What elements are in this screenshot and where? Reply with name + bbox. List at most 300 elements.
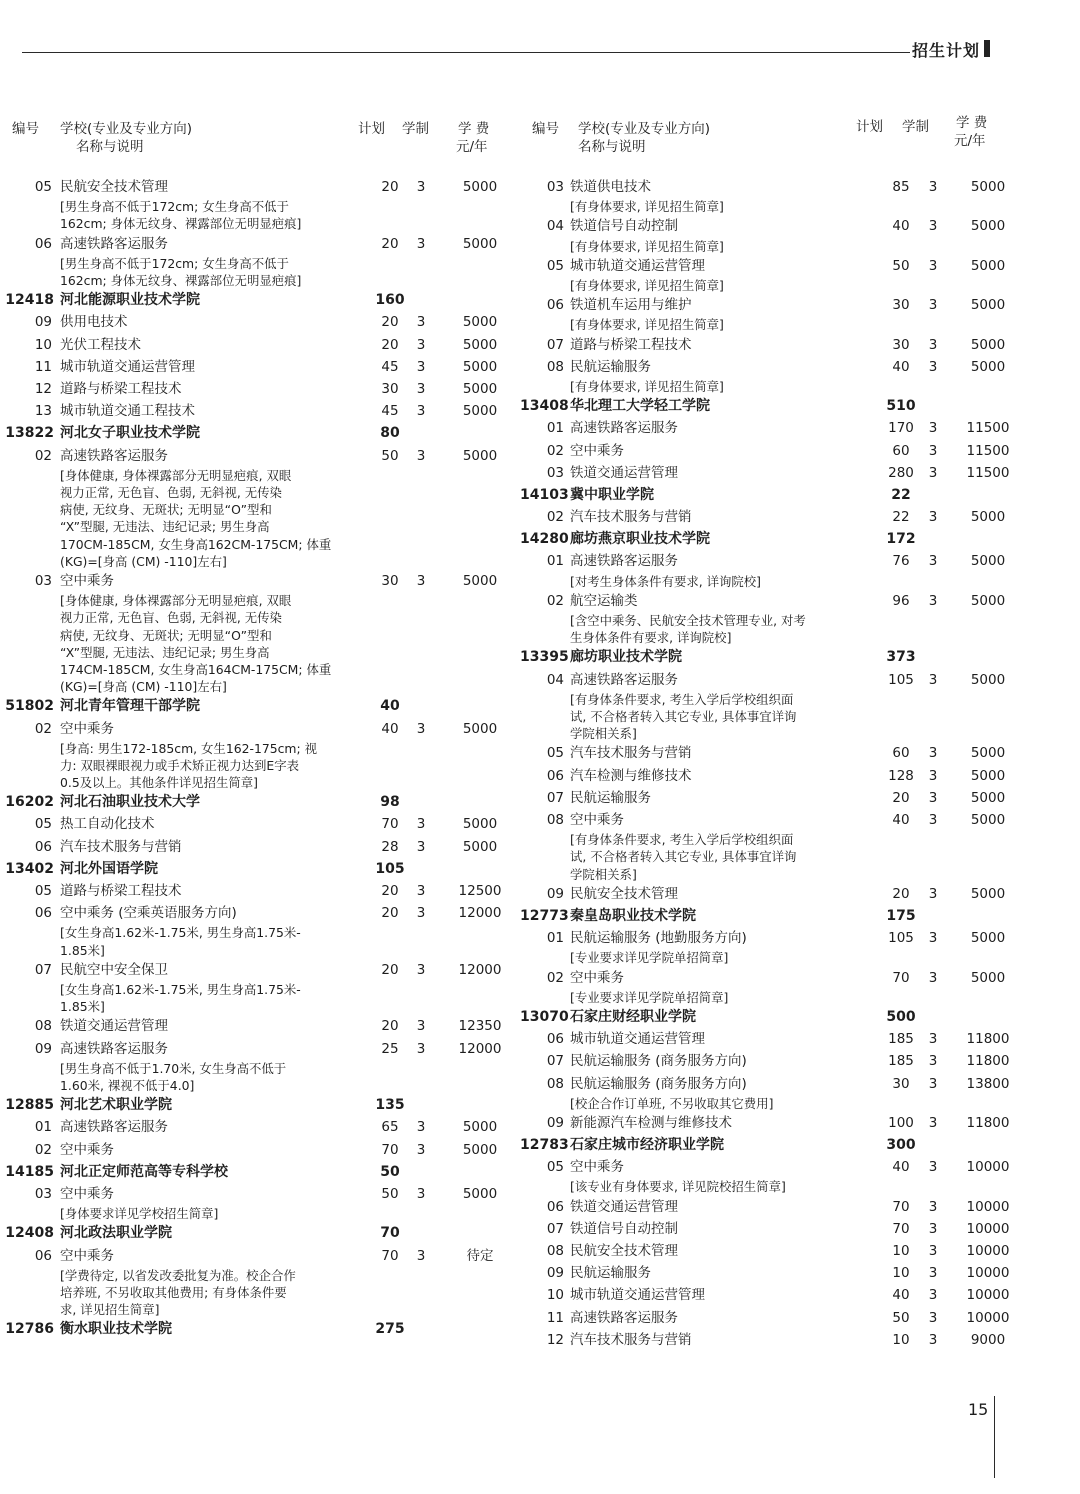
major-length: 3 bbox=[928, 1159, 938, 1176]
school-plan-total: 160 bbox=[375, 292, 405, 309]
major-fee: 5000 bbox=[970, 811, 1006, 828]
major-fee: 5000 bbox=[970, 671, 1006, 688]
school-plan-total: 22 bbox=[891, 486, 911, 503]
major-length: 3 bbox=[416, 336, 426, 353]
major-length: 3 bbox=[928, 789, 938, 806]
major-name: 空中乘务 bbox=[60, 1185, 114, 1202]
major-row bbox=[520, 765, 1060, 787]
major-length: 3 bbox=[416, 403, 426, 420]
major-name: 高速铁路客运服务 bbox=[60, 235, 168, 252]
major-length: 3 bbox=[416, 314, 426, 331]
major-length: 3 bbox=[928, 1053, 938, 1070]
major-length: 3 bbox=[416, 720, 426, 737]
major-code: 09 bbox=[546, 1114, 564, 1131]
major-row bbox=[520, 1156, 1060, 1178]
note-line: “X”型腿, 无违法、违纪记录; 男生身高 bbox=[60, 644, 270, 660]
major-name: 空中乘务 bbox=[60, 572, 114, 589]
major-name: 汽车技术服务与营销 bbox=[570, 1331, 692, 1348]
note-line: 视力正常, 无色盲、色弱, 无斜视, 无传染 bbox=[60, 610, 282, 626]
major-fee: 5000 bbox=[970, 745, 1006, 762]
major-row bbox=[0, 1183, 520, 1205]
major-name: 民航安全技术管理 bbox=[60, 179, 168, 195]
major-code: 05 bbox=[546, 1159, 564, 1176]
major-plan: 45 bbox=[381, 358, 399, 375]
note-line: 试, 不合格者转入其它专业, 具体事宜详询 bbox=[570, 849, 797, 865]
note-line: [该专业有身体要求, 详见院校招生简章] bbox=[570, 1179, 786, 1195]
major-fee: 5000 bbox=[970, 553, 1006, 570]
major-name: 空中乘务 bbox=[570, 1159, 624, 1176]
major-length: 3 bbox=[416, 1247, 426, 1264]
major-plan: 20 bbox=[381, 235, 399, 252]
major-plan: 40 bbox=[892, 811, 910, 828]
school-row bbox=[0, 791, 520, 813]
major-fee: 10000 bbox=[966, 1243, 1010, 1260]
major-row bbox=[0, 959, 520, 981]
major-fee: 5000 bbox=[970, 885, 1006, 902]
col-plan-label: 计划 bbox=[358, 121, 385, 137]
major-name: 民航运输服务 bbox=[570, 1265, 651, 1282]
major-fee: 5000 bbox=[970, 358, 1006, 375]
major-length: 3 bbox=[416, 961, 426, 978]
major-length: 3 bbox=[928, 1309, 938, 1326]
major-code: 09 bbox=[546, 885, 564, 902]
major-code: 01 bbox=[546, 930, 564, 947]
major-plan: 128 bbox=[888, 767, 914, 784]
major-note bbox=[520, 238, 1060, 255]
note-line: 162cm; 身体无纹身、裸露部位无明显疤痕] bbox=[60, 216, 302, 232]
major-plan: 60 bbox=[892, 442, 910, 459]
major-name: 民航安全技术管理 bbox=[570, 885, 678, 902]
major-length: 3 bbox=[928, 1075, 938, 1092]
major-note bbox=[520, 989, 1060, 1006]
major-code: 03 bbox=[546, 179, 564, 195]
note-line: (KG)=[身高 (CM) -110]左右] bbox=[60, 553, 227, 569]
major-code: 12 bbox=[546, 1331, 564, 1348]
major-plan: 50 bbox=[892, 257, 910, 274]
school-plan-total: 510 bbox=[886, 398, 916, 415]
note-line: [身体健康, 身体裸露部分无明显疤痕, 双眼 bbox=[60, 467, 292, 483]
major-plan: 170 bbox=[888, 420, 914, 437]
major-code: 03 bbox=[34, 1185, 52, 1202]
major-name: 供用电技术 bbox=[60, 314, 128, 331]
major-plan: 85 bbox=[892, 179, 910, 195]
major-row bbox=[520, 787, 1060, 809]
school-plan-total: 135 bbox=[375, 1097, 405, 1114]
major-note bbox=[0, 198, 520, 232]
school-name: 河北外国语学院 bbox=[60, 860, 158, 877]
major-row bbox=[520, 1329, 1060, 1351]
note-line: 162cm; 身体无纹身、裸露部位无明显疤痕] bbox=[60, 272, 302, 288]
major-name: 航空运输类 bbox=[570, 592, 638, 609]
major-row bbox=[0, 1245, 520, 1267]
school-plan-total: 500 bbox=[886, 1008, 916, 1025]
note-line: 1.85米] bbox=[60, 942, 105, 958]
school-name: 河北政法职业学院 bbox=[60, 1225, 172, 1242]
school-name: 衡水职业技术学院 bbox=[60, 1321, 172, 1338]
school-row bbox=[520, 395, 1060, 417]
major-plan: 40 bbox=[892, 218, 910, 235]
major-fee: 5000 bbox=[462, 816, 498, 833]
col-fee-label: 学 费 bbox=[956, 115, 988, 131]
major-name: 民航运输服务 bbox=[570, 789, 651, 806]
right-rows bbox=[520, 176, 1060, 1351]
note-line: 学院相关系] bbox=[570, 866, 637, 882]
major-name: 空中乘务 bbox=[60, 720, 114, 737]
major-plan: 105 bbox=[888, 930, 914, 947]
major-name: 高速铁路客运服务 bbox=[570, 420, 678, 437]
major-length: 3 bbox=[928, 885, 938, 902]
note-line: 求, 详见招生简章] bbox=[60, 1302, 160, 1318]
major-length: 3 bbox=[416, 1018, 426, 1035]
major-row bbox=[520, 1307, 1060, 1329]
major-row bbox=[0, 400, 520, 422]
major-row bbox=[0, 880, 520, 902]
note-line: 病使, 无纹身、无斑状; 无明显“O”型和 bbox=[60, 502, 272, 518]
major-row bbox=[520, 356, 1060, 378]
note-line: 学院相关系] bbox=[570, 726, 637, 742]
major-note bbox=[0, 740, 520, 792]
school-code: 12783 bbox=[520, 1137, 569, 1154]
major-name: 新能源汽车检测与维修技术 bbox=[570, 1114, 732, 1131]
major-plan: 70 bbox=[892, 1198, 910, 1215]
major-fee: 待定 bbox=[466, 1247, 494, 1264]
major-plan: 20 bbox=[381, 179, 399, 195]
major-row bbox=[520, 1073, 1060, 1095]
col-code-label: 编号 bbox=[532, 121, 559, 137]
major-plan: 40 bbox=[892, 358, 910, 375]
major-name: 铁道交通运营管理 bbox=[570, 1198, 678, 1215]
note-line: [校企合作订单班, 不另收取其它费用] bbox=[570, 1095, 774, 1111]
major-plan: 25 bbox=[381, 1040, 399, 1057]
school-name: 廊坊燕京职业技术学院 bbox=[570, 531, 710, 548]
major-fee: 12500 bbox=[458, 883, 502, 900]
major-fee: 5000 bbox=[462, 720, 498, 737]
major-code: 06 bbox=[546, 297, 564, 314]
note-line: [男生身高不低于172cm; 女生身高不低于 bbox=[60, 255, 289, 271]
school-code: 14103 bbox=[520, 486, 569, 503]
major-plan: 185 bbox=[888, 1031, 914, 1048]
major-note bbox=[520, 378, 1060, 395]
major-note bbox=[520, 198, 1060, 215]
school-plan-total: 98 bbox=[380, 794, 400, 811]
right-column bbox=[520, 110, 1060, 1351]
school-code: 12885 bbox=[5, 1097, 54, 1114]
major-fee: 11800 bbox=[966, 1031, 1010, 1048]
major-fee: 5000 bbox=[462, 1185, 498, 1202]
major-length: 3 bbox=[416, 1185, 426, 1202]
school-name: 石家庄城市经济职业学院 bbox=[570, 1137, 724, 1154]
major-length: 3 bbox=[928, 442, 938, 459]
major-plan: 20 bbox=[381, 961, 399, 978]
note-line: 生身体条件有要求, 详询院校] bbox=[570, 630, 732, 646]
note-line: 视力正常, 无色盲、色弱, 无斜视, 无传染 bbox=[60, 484, 282, 500]
major-code: 05 bbox=[34, 816, 52, 833]
major-length: 3 bbox=[416, 1141, 426, 1158]
major-fee: 5000 bbox=[970, 218, 1006, 235]
school-code: 14185 bbox=[5, 1163, 54, 1180]
major-row bbox=[0, 902, 520, 924]
major-code: 02 bbox=[546, 442, 564, 459]
major-name: 汽车技术服务与营销 bbox=[570, 745, 692, 762]
note-line: 试, 不合格者转入其它专业, 具体事宜详询 bbox=[570, 709, 797, 725]
major-row bbox=[520, 1218, 1060, 1240]
major-code: 04 bbox=[546, 671, 564, 688]
major-row bbox=[520, 506, 1060, 528]
school-name: 河北青年管理干部学院 bbox=[60, 698, 200, 715]
major-name: 空中乘务 bbox=[60, 1141, 114, 1158]
major-row bbox=[0, 1015, 520, 1037]
school-name: 冀中职业学院 bbox=[570, 486, 654, 503]
major-name: 汽车技术服务与营销 bbox=[60, 838, 182, 855]
major-name: 空中乘务 (空乘英语服务方向) bbox=[60, 905, 237, 922]
major-row bbox=[520, 215, 1060, 237]
major-length: 3 bbox=[928, 179, 938, 195]
major-row bbox=[520, 334, 1060, 356]
major-plan: 60 bbox=[892, 745, 910, 762]
major-row bbox=[0, 356, 520, 378]
major-row bbox=[520, 883, 1060, 905]
major-row bbox=[520, 255, 1060, 277]
school-code: 12408 bbox=[5, 1225, 54, 1242]
major-plan: 65 bbox=[381, 1119, 399, 1136]
major-note bbox=[0, 1267, 520, 1319]
school-row bbox=[0, 1318, 520, 1340]
school-name: 廊坊职业技术学院 bbox=[570, 649, 682, 666]
col-fee-label: 学 费 bbox=[458, 121, 490, 137]
note-line: [有身体要求, 详见招生简章] bbox=[570, 378, 724, 394]
school-row bbox=[0, 1222, 520, 1244]
major-row bbox=[0, 813, 520, 835]
school-name: 秦皇岛职业技术学院 bbox=[570, 907, 696, 924]
major-note bbox=[520, 831, 1060, 883]
school-name: 华北理工大学轻工学院 bbox=[570, 398, 710, 415]
major-length: 3 bbox=[416, 572, 426, 589]
major-row bbox=[520, 1028, 1060, 1050]
school-row bbox=[0, 289, 520, 311]
school-code: 16202 bbox=[5, 794, 54, 811]
major-length: 3 bbox=[928, 1198, 938, 1215]
note-line: [有身体要求, 详见招生简章] bbox=[570, 199, 724, 215]
major-fee: 5000 bbox=[462, 1141, 498, 1158]
major-name: 空中乘务 bbox=[60, 1247, 114, 1264]
major-code: 05 bbox=[34, 179, 52, 195]
school-name: 河北正定师范高等专科学校 bbox=[60, 1163, 228, 1180]
major-plan: 30 bbox=[381, 572, 399, 589]
major-length: 3 bbox=[416, 1119, 426, 1136]
school-row bbox=[520, 646, 1060, 668]
major-length: 3 bbox=[928, 464, 938, 481]
note-line: [有身体要求, 详见招生简章] bbox=[570, 317, 724, 333]
header-marker bbox=[984, 40, 990, 57]
page-number: 15 bbox=[968, 1400, 989, 1419]
school-row bbox=[520, 1006, 1060, 1028]
major-row bbox=[520, 417, 1060, 439]
major-row bbox=[520, 176, 1060, 198]
major-length: 3 bbox=[416, 179, 426, 195]
major-row bbox=[0, 334, 520, 356]
major-row bbox=[520, 462, 1060, 484]
major-row bbox=[520, 1112, 1060, 1134]
major-length: 3 bbox=[416, 380, 426, 397]
major-plan: 30 bbox=[381, 380, 399, 397]
major-row bbox=[520, 1196, 1060, 1218]
major-row bbox=[0, 1038, 520, 1060]
major-length: 3 bbox=[928, 358, 938, 375]
major-length: 3 bbox=[928, 218, 938, 235]
school-code: 13402 bbox=[5, 860, 54, 877]
major-row bbox=[520, 590, 1060, 612]
major-row bbox=[520, 1284, 1060, 1306]
note-line: [身高: 男生172-185cm, 女生162-175cm; 视 bbox=[60, 740, 317, 756]
major-plan: 50 bbox=[381, 447, 399, 464]
major-name: 道路与桥梁工程技术 bbox=[60, 883, 182, 900]
note-line: 170CM-185CM, 女生身高162CM-175CM; 体重 bbox=[60, 536, 332, 552]
major-length: 3 bbox=[928, 592, 938, 609]
major-note bbox=[0, 255, 520, 289]
major-code: 04 bbox=[546, 218, 564, 235]
major-fee: 11500 bbox=[966, 464, 1010, 481]
major-length: 3 bbox=[928, 553, 938, 570]
major-code: 06 bbox=[34, 838, 52, 855]
note-line: [专业要求详见学院单招简章] bbox=[570, 989, 729, 1005]
major-code: 11 bbox=[546, 1309, 564, 1326]
col-plan-label: 计划 bbox=[856, 119, 883, 135]
major-plan: 40 bbox=[892, 1159, 910, 1176]
major-code: 07 bbox=[34, 961, 52, 978]
major-name: 汽车检测与维修技术 bbox=[570, 767, 692, 784]
major-note bbox=[520, 1095, 1060, 1112]
major-name: 汽车技术服务与营销 bbox=[570, 509, 692, 526]
major-row bbox=[0, 311, 520, 333]
school-row bbox=[0, 1161, 520, 1183]
major-fee: 5000 bbox=[462, 572, 498, 589]
major-note bbox=[520, 1178, 1060, 1195]
column-header bbox=[520, 110, 1060, 176]
major-name: 城市轨道交通运营管理 bbox=[570, 257, 705, 274]
major-row bbox=[0, 718, 520, 740]
major-code: 02 bbox=[34, 447, 52, 464]
major-code: 01 bbox=[546, 553, 564, 570]
major-length: 3 bbox=[928, 1031, 938, 1048]
major-fee: 11800 bbox=[966, 1053, 1010, 1070]
major-plan: 20 bbox=[381, 1018, 399, 1035]
major-code: 08 bbox=[546, 1075, 564, 1092]
major-name: 民航安全技术管理 bbox=[570, 1243, 678, 1260]
major-row bbox=[520, 440, 1060, 462]
major-name: 城市轨道交通运营管理 bbox=[60, 358, 195, 375]
note-line: [有身体要求, 详见招生简章] bbox=[570, 277, 724, 293]
major-row bbox=[520, 742, 1060, 764]
major-code: 07 bbox=[546, 336, 564, 353]
school-name: 河北石油职业技术大学 bbox=[60, 794, 200, 811]
school-row bbox=[0, 422, 520, 444]
major-length: 3 bbox=[928, 745, 938, 762]
major-plan: 70 bbox=[892, 1220, 910, 1237]
school-plan-total: 105 bbox=[375, 860, 405, 877]
major-plan: 105 bbox=[888, 671, 914, 688]
col-name-sub-label: 名称与说明 bbox=[578, 139, 646, 155]
major-fee: 5000 bbox=[970, 969, 1006, 986]
major-note bbox=[0, 467, 520, 570]
col-name-label: 学校(专业及专业方向) bbox=[578, 121, 711, 137]
major-name: 高速铁路客运服务 bbox=[570, 553, 678, 570]
major-fee: 5000 bbox=[462, 447, 498, 464]
major-code: 09 bbox=[546, 1265, 564, 1282]
major-code: 03 bbox=[34, 572, 52, 589]
major-plan: 20 bbox=[892, 885, 910, 902]
note-line: 培养班, 不另收取其他费用; 有身体条件要 bbox=[60, 1284, 287, 1300]
major-note bbox=[0, 1205, 520, 1222]
school-plan-total: 275 bbox=[375, 1321, 405, 1338]
major-fee: 5000 bbox=[970, 592, 1006, 609]
major-code: 08 bbox=[546, 1243, 564, 1260]
major-length: 3 bbox=[928, 1331, 938, 1348]
major-name: 城市轨道交通工程技术 bbox=[60, 403, 195, 420]
school-row bbox=[520, 905, 1060, 927]
left-column bbox=[0, 110, 520, 1341]
note-line: 病使, 无纹身、无斑状; 无明显“O”型和 bbox=[60, 627, 272, 643]
school-name: 河北女子职业技术学院 bbox=[60, 425, 200, 442]
major-note bbox=[520, 573, 1060, 590]
school-row bbox=[520, 484, 1060, 506]
col-fee-unit-label: 元/年 bbox=[456, 139, 488, 155]
major-name: 高速铁路客运服务 bbox=[60, 447, 168, 464]
major-code: 06 bbox=[546, 767, 564, 784]
note-line: [有身体要求, 详见招生简章] bbox=[570, 238, 724, 254]
major-plan: 76 bbox=[892, 553, 910, 570]
major-name: 空中乘务 bbox=[570, 969, 624, 986]
major-name: 空中乘务 bbox=[570, 811, 624, 828]
major-code: 11 bbox=[34, 358, 52, 375]
school-plan-total: 80 bbox=[380, 425, 400, 442]
major-fee: 10000 bbox=[966, 1220, 1010, 1237]
major-code: 06 bbox=[34, 905, 52, 922]
major-fee: 5000 bbox=[970, 767, 1006, 784]
major-fee: 12350 bbox=[458, 1018, 502, 1035]
major-length: 3 bbox=[928, 1114, 938, 1131]
major-length: 3 bbox=[416, 905, 426, 922]
col-name-sub-label: 名称与说明 bbox=[76, 139, 144, 155]
note-line: [身体健康, 身体裸露部分无明显疤痕, 双眼 bbox=[60, 593, 292, 609]
major-note bbox=[0, 592, 520, 695]
school-name: 河北艺术职业学院 bbox=[60, 1097, 172, 1114]
major-length: 3 bbox=[928, 930, 938, 947]
major-name: 城市轨道交通运营管理 bbox=[570, 1031, 705, 1048]
school-code: 14280 bbox=[520, 531, 569, 548]
major-code: 06 bbox=[34, 1247, 52, 1264]
major-row bbox=[520, 669, 1060, 691]
major-code: 08 bbox=[34, 1018, 52, 1035]
major-plan: 30 bbox=[892, 1075, 910, 1092]
major-name: 民航运输服务 (地勤服务方向) bbox=[570, 930, 747, 947]
col-length-label: 学制 bbox=[402, 121, 429, 137]
major-name: 铁道信号自动控制 bbox=[570, 218, 678, 235]
major-plan: 185 bbox=[888, 1053, 914, 1070]
major-plan: 100 bbox=[888, 1114, 914, 1131]
note-line: 1.60米, 裸视不低于4.0] bbox=[60, 1078, 195, 1093]
major-fee: 5000 bbox=[462, 336, 498, 353]
major-row bbox=[520, 1240, 1060, 1262]
major-length: 3 bbox=[928, 969, 938, 986]
major-plan: 70 bbox=[381, 816, 399, 833]
school-plan-total: 40 bbox=[380, 698, 400, 715]
major-fee: 5000 bbox=[970, 179, 1006, 195]
major-length: 3 bbox=[416, 358, 426, 375]
school-plan-total: 175 bbox=[886, 907, 916, 924]
major-fee: 11800 bbox=[966, 1114, 1010, 1131]
school-plan-total: 50 bbox=[380, 1163, 400, 1180]
major-name: 空中乘务 bbox=[570, 442, 624, 459]
